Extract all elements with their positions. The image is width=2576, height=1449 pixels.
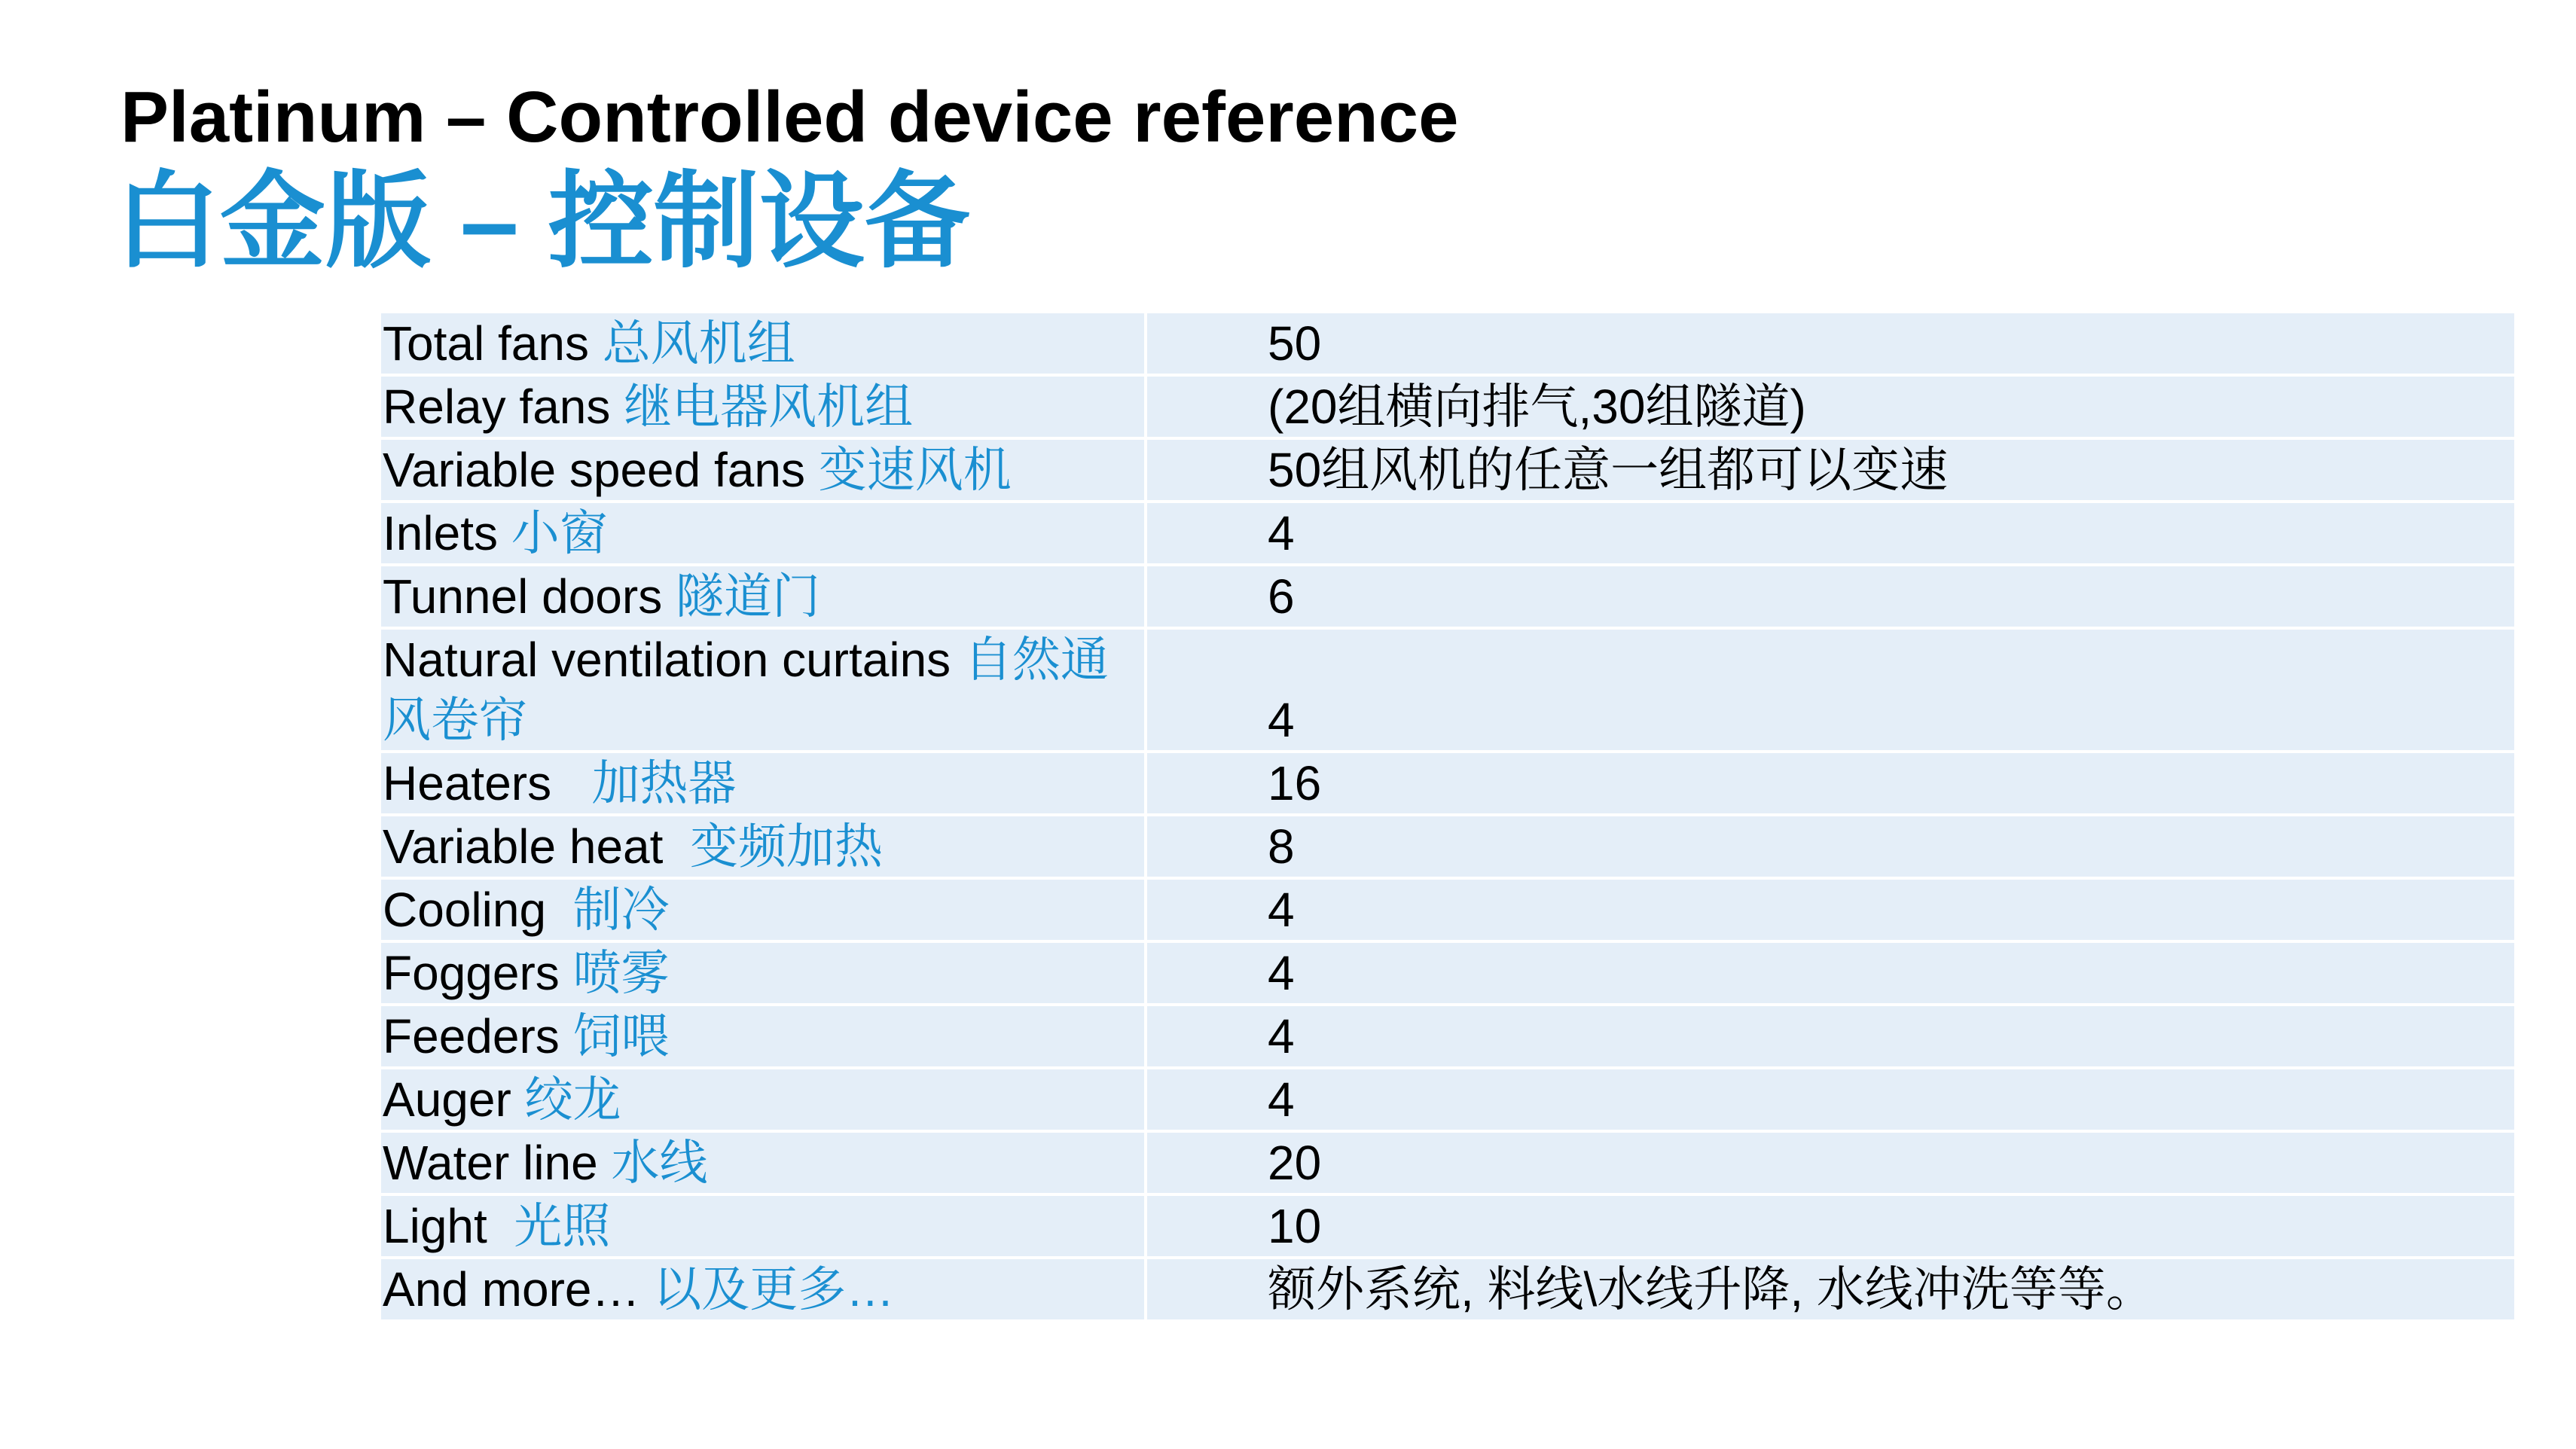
device-label-cell — [381, 1131, 1146, 1194]
device-label-zh: 光照 — [514, 1199, 611, 1253]
device-label-zh: 绞龙 — [524, 1072, 621, 1127]
device-label-en: Feeders — [383, 1009, 573, 1063]
device-count-cell: 50组风机的任意一组都可以变速 — [1146, 438, 2514, 502]
table-row — [381, 1005, 2514, 1068]
device-label-cell — [381, 438, 1146, 502]
table-row — [381, 438, 2514, 502]
device-label-cell — [381, 628, 1146, 752]
table-row — [381, 312, 2514, 375]
device-count-cell: 8 — [1146, 815, 2514, 878]
slide-title-chinese: 白金版 – 控制设备 — [114, 162, 970, 280]
device-count-cell: 50 — [1146, 312, 2514, 375]
device-label-en: Heaters — [383, 756, 592, 810]
device-count-cell: 4 — [1146, 502, 2514, 565]
device-label-zh: 喷雾 — [572, 946, 670, 1000]
device-label-zh: 加热器 — [591, 756, 737, 810]
device-label-en: Light — [383, 1199, 514, 1253]
table-row — [381, 1131, 2514, 1194]
table-row — [381, 1194, 2514, 1258]
device-label-en: Water line — [383, 1136, 612, 1190]
device-label-cell — [381, 565, 1146, 628]
device-reference-table — [381, 310, 2514, 1322]
table-row — [381, 502, 2514, 565]
device-count-cell: 16 — [1146, 752, 2514, 815]
device-label-cell — [381, 502, 1146, 565]
device-label-zh: 小窗 — [511, 506, 608, 560]
device-label-en: Total fans — [383, 316, 603, 371]
table-row — [381, 375, 2514, 438]
device-label-zh: 变速风机 — [818, 443, 1012, 497]
device-label-en: Cooling — [383, 883, 573, 937]
device-label-zh: 自然通风卷帘 — [383, 633, 1109, 747]
device-label-cell — [381, 815, 1146, 878]
device-label-cell — [381, 312, 1146, 375]
device-label-cell — [381, 941, 1146, 1005]
device-count-cell: 10 — [1146, 1194, 2514, 1258]
device-label-cell — [381, 1258, 1146, 1321]
device-label-en: Inlets — [383, 506, 511, 560]
device-count-cell: 额外系统, 料线\水线升降, 水线冲洗等等。 — [1146, 1258, 2514, 1321]
device-label-en: And more… — [383, 1262, 654, 1316]
device-count-cell: 6 — [1146, 565, 2514, 628]
device-label-en: Variable heat — [383, 819, 690, 874]
device-count-cell: 4 — [1146, 628, 2514, 752]
device-label-cell — [381, 1194, 1146, 1258]
device-label-cell — [381, 1068, 1146, 1131]
device-label-cell — [381, 752, 1146, 815]
device-label-cell — [381, 1005, 1146, 1068]
device-count-cell: 4 — [1146, 878, 2514, 941]
device-label-cell — [381, 878, 1146, 941]
device-label-zh: 隧道门 — [675, 569, 820, 624]
table-row — [381, 565, 2514, 628]
device-label-en: Relay fans — [383, 380, 624, 434]
device-count-cell: 4 — [1146, 941, 2514, 1005]
device-label-zh: 总风机组 — [602, 316, 795, 371]
table-row — [381, 815, 2514, 878]
device-label-zh: 制冷 — [572, 883, 670, 937]
device-label-zh: 变频加热 — [689, 819, 883, 874]
device-count-cell: 4 — [1146, 1005, 2514, 1068]
table-row — [381, 1258, 2514, 1321]
device-label-zh: 饲喂 — [572, 1009, 670, 1063]
device-label-zh: 继电器风机组 — [624, 380, 914, 434]
device-label-en: Foggers — [383, 946, 573, 1000]
slide-title-english: Platinum – Controlled device reference — [121, 77, 1459, 157]
table-row — [381, 941, 2514, 1005]
device-count-cell: 20 — [1146, 1131, 2514, 1194]
table-row — [381, 628, 2514, 752]
device-label-zh: 以及更多… — [653, 1262, 895, 1316]
device-label-en: Auger — [383, 1072, 525, 1127]
device-label-cell — [381, 375, 1146, 438]
device-count-cell: 4 — [1146, 1068, 2514, 1131]
table-row — [381, 1068, 2514, 1131]
device-label-zh: 水线 — [611, 1136, 708, 1190]
device-count-cell: (20组横向排气,30组隧道) — [1146, 375, 2514, 438]
device-label-en: Natural ventilation curtains — [383, 633, 964, 687]
table-row — [381, 878, 2514, 941]
device-label-en: Variable speed fans — [383, 443, 819, 497]
device-label-en: Tunnel doors — [383, 569, 676, 624]
table-row — [381, 752, 2514, 815]
